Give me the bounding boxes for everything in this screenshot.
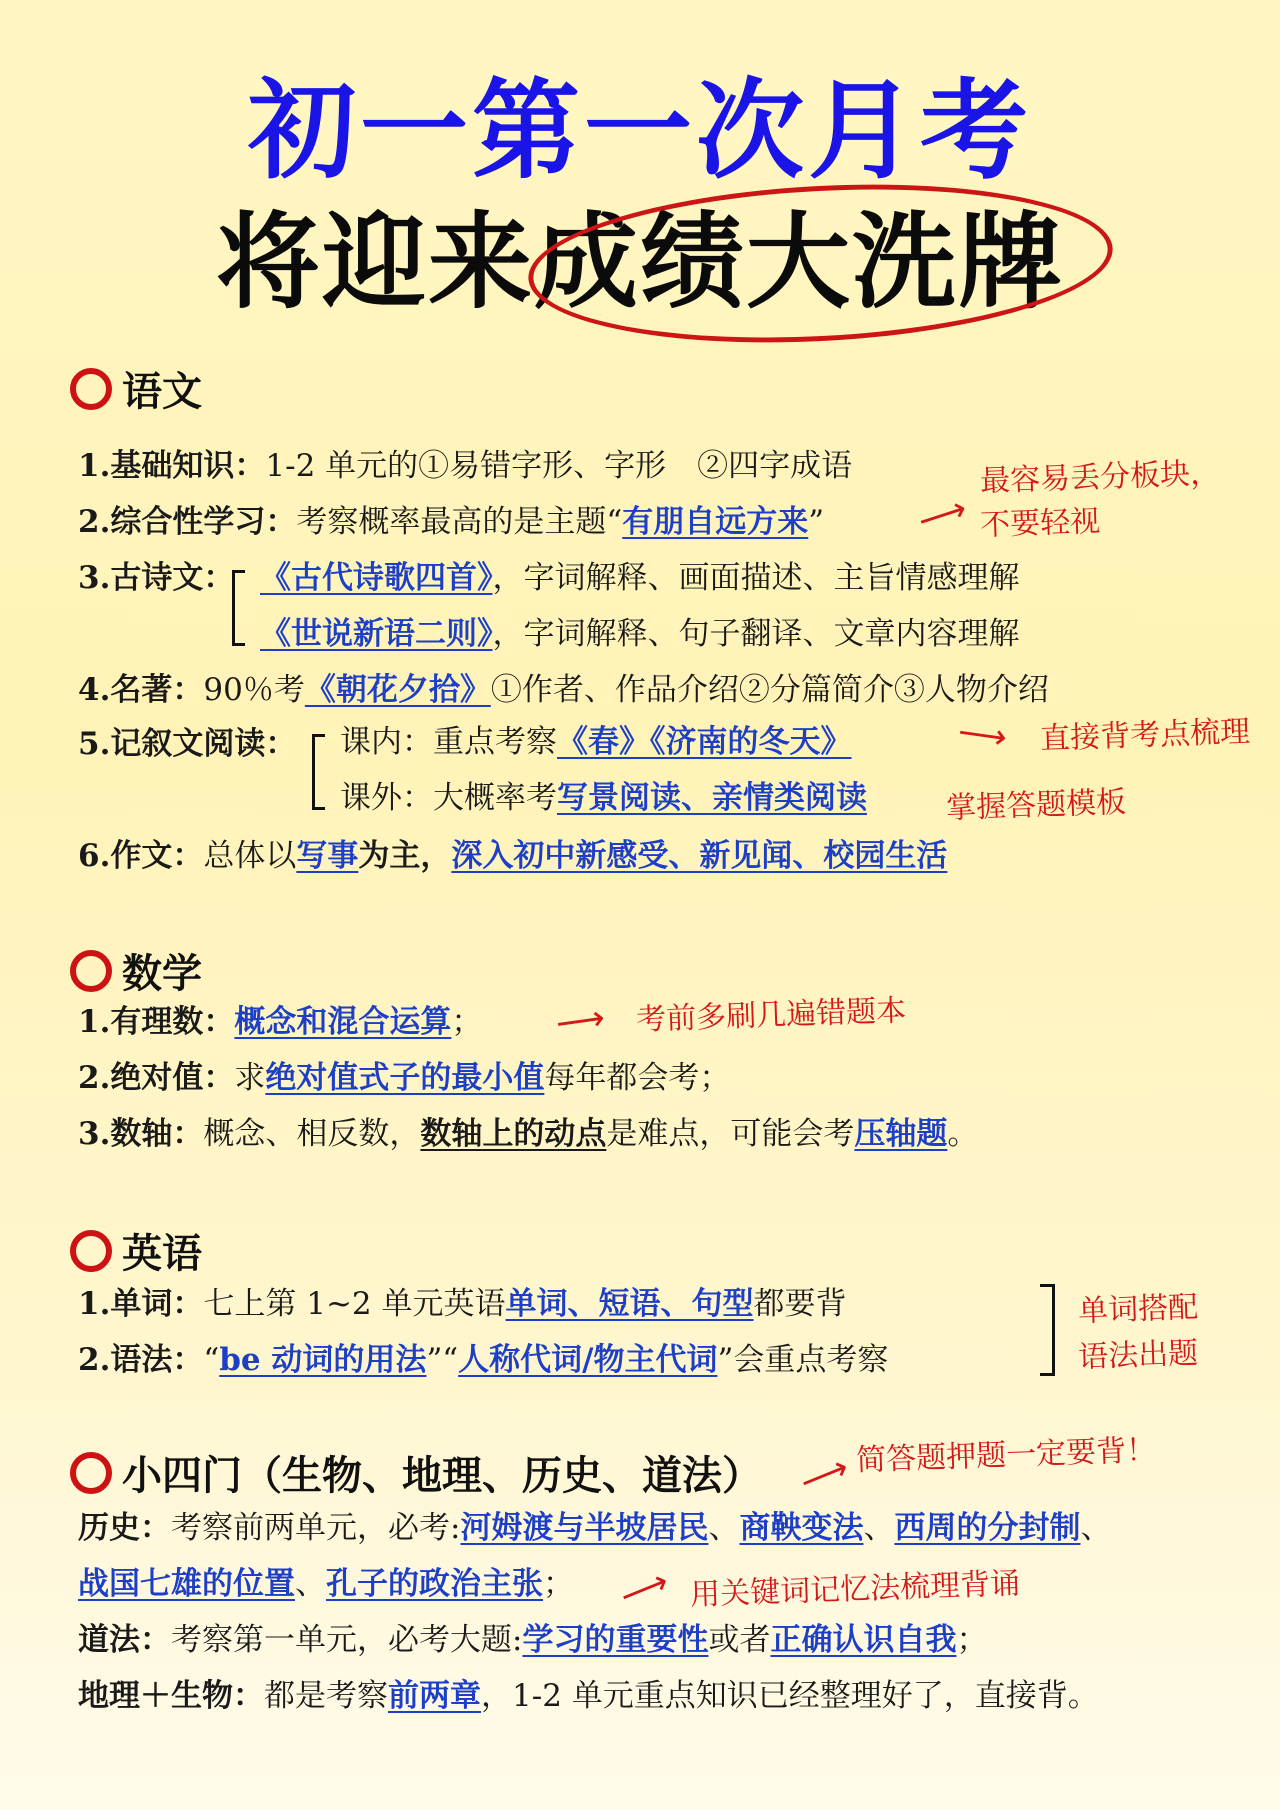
arrow-icon: ⟶	[913, 488, 972, 542]
note-word-combo: 单词搭配	[1077, 1289, 1199, 1330]
arrow-icon: ⟶	[794, 1447, 855, 1503]
daofa-line	[78, 1622, 987, 1659]
key-point: 概念和混合运算	[234, 1004, 452, 1040]
key-point: 《朝花夕拾》	[304, 672, 491, 708]
item-text: 总体以	[203, 838, 297, 874]
key-point: 有朋自远方来	[622, 504, 809, 540]
item-text: ”会重点考察	[717, 1342, 889, 1378]
history-line-2	[78, 1566, 574, 1603]
key-point: 战国七雄的位置	[78, 1566, 295, 1602]
key-point: 人称代词/物主代词	[458, 1342, 718, 1378]
key-point: 《春》《济南的冬天》	[557, 724, 852, 760]
item-text: 1-2 单元的①易错字形、字形 ②四字成语	[265, 448, 853, 484]
item-text: 是难点，可能会考	[606, 1116, 855, 1152]
key-point: 商鞅变法	[739, 1510, 864, 1546]
item-text: 七上第 1~2 单元英语	[203, 1286, 506, 1322]
item-text: 考察概率最高的是主题“	[296, 504, 623, 540]
key-point: 压轴题	[854, 1116, 948, 1152]
item-text: ；	[956, 1622, 988, 1658]
arrow-icon: ⟶	[553, 997, 608, 1045]
math-line-3	[78, 1116, 978, 1153]
note-lose-points: 最容易丢分板块，	[979, 455, 1221, 500]
chinese-line-1	[78, 448, 852, 485]
section-minor	[70, 1444, 762, 1501]
item-text: 或者	[708, 1622, 771, 1658]
circle-bullet-icon	[70, 368, 112, 410]
item-text: ；	[543, 1566, 574, 1602]
circle-bullet-icon	[70, 950, 112, 992]
item-label: 2.绝对值：	[78, 1060, 235, 1096]
item-text: 求	[234, 1060, 266, 1096]
item-label: 1.单词：	[78, 1286, 204, 1322]
chinese-line-6	[78, 838, 947, 875]
circle-bullet-icon	[70, 1452, 112, 1494]
bracket-icon	[312, 734, 325, 810]
section-english	[70, 1222, 202, 1279]
section-math	[70, 942, 202, 999]
highlight-ellipse	[524, 171, 1116, 356]
bracket-icon	[232, 570, 245, 646]
item-text: ，1-2 单元重点知识已经整理好了，直接背。	[481, 1678, 1099, 1714]
item-label: 历史：	[78, 1510, 171, 1546]
chinese-line-2	[78, 504, 824, 541]
section-chinese	[70, 360, 202, 417]
key-point: 西周的分封制	[894, 1510, 1081, 1546]
key-point: 河姆渡与半坡居民	[460, 1510, 709, 1546]
item-text: ；	[451, 1004, 483, 1040]
item-text: 都要背	[753, 1286, 847, 1322]
item-text: 课内：重点考察	[340, 724, 557, 760]
math-line-2	[78, 1060, 730, 1097]
key-point: 孔子的政治主张	[326, 1566, 543, 1602]
item-text: 都是考察	[264, 1678, 388, 1714]
item-label: 6.作文：	[78, 838, 204, 874]
item-text: 、	[1080, 1510, 1112, 1546]
key-point: 单词、短语、句型	[505, 1286, 754, 1322]
arrow-icon: ⟶	[955, 711, 1010, 759]
note-dont-ignore: 不要轻视	[979, 503, 1101, 544]
chinese-line-3a	[78, 560, 234, 597]
item-text: 、	[863, 1510, 895, 1546]
item-text: 、	[295, 1566, 326, 1602]
item-label: 1.基础知识：	[78, 448, 266, 484]
item-text: 。	[947, 1116, 979, 1152]
key-point: 写景阅读、亲情类阅读	[557, 780, 867, 816]
item-text: ①作者、作品介绍②分篇简介③人物介绍	[490, 672, 1049, 708]
key-point: 前两章	[388, 1678, 481, 1714]
section-title: 小四门（生物、地理、历史、道法）	[122, 1453, 762, 1499]
circle-bullet-icon	[70, 1230, 112, 1272]
section-title: 数学	[122, 951, 202, 997]
key-point: 《世说新语二则》	[260, 616, 493, 652]
item-text: ，字词解释、句子翻译、文章内容理解	[492, 616, 1020, 652]
item-text: 90％考	[203, 672, 305, 708]
title-line-2: 将迎来成绩大洗牌	[215, 201, 1064, 323]
key-point: 绝对值式子的最小值	[265, 1060, 545, 1096]
item-text: 概念、相反数，	[203, 1116, 421, 1152]
section-title: 语文	[122, 369, 202, 415]
item-text: ，字词解释、画面描述、主旨情感理解	[492, 560, 1020, 596]
item-label: 道法：	[78, 1622, 171, 1658]
chinese-line-5	[78, 726, 296, 763]
chinese-line-5a-content	[340, 724, 852, 761]
item-text: 课外：大概率考	[340, 780, 557, 816]
english-line-2	[78, 1342, 888, 1379]
item-text: ”	[808, 504, 825, 540]
item-label: 5.记叙文阅读：	[78, 726, 297, 762]
chinese-line-5b-content	[340, 780, 867, 817]
item-label: 3.数轴：	[78, 1116, 204, 1152]
item-text: 考察第一单元，必考大题:	[171, 1622, 523, 1658]
item-label: 3.古诗文：	[78, 560, 235, 596]
math-line-1	[78, 1004, 482, 1041]
key-point: 深入初中新感受、新见闻、校园生活	[451, 838, 948, 874]
note-memorize: 直接背考点梳理	[1039, 714, 1251, 757]
bracket-icon	[1040, 1284, 1055, 1376]
item-text: ”“	[426, 1342, 459, 1378]
note-templates: 掌握答题模板	[945, 784, 1127, 827]
key-point: 正确认识自我	[770, 1622, 957, 1658]
history-line-1	[78, 1510, 1111, 1547]
key-point: 写事	[296, 838, 359, 874]
item-label: 地理＋生物：	[78, 1678, 264, 1714]
item-label: 2.语法：	[78, 1342, 204, 1378]
note-keyword-memory: 用关键词记忆法梳理背诵	[689, 1566, 1021, 1613]
item-text: 每年都会考；	[544, 1060, 731, 1096]
item-text: 、	[708, 1510, 740, 1546]
chinese-line-4	[78, 672, 1049, 709]
note-must-memorize: 简答题押题一定要背！	[855, 1432, 1157, 1479]
key-point: be 动词的用法	[219, 1342, 427, 1378]
english-line-1	[78, 1286, 847, 1323]
note-mistakes: 考前多刷几遍错题本	[635, 993, 907, 1038]
chinese-line-3b-content	[260, 616, 1020, 653]
item-text: 为主，	[358, 838, 452, 874]
chinese-line-3a-content	[260, 560, 1020, 597]
section-title: 英语	[122, 1231, 202, 1277]
key-point: 数轴上的动点	[420, 1116, 607, 1152]
item-text: “	[203, 1342, 220, 1378]
geo-bio-line	[78, 1678, 1099, 1715]
item-label: 4.名著：	[78, 672, 204, 708]
arrow-icon: ⟶	[614, 1561, 675, 1617]
key-point: 学习的重要性	[522, 1622, 709, 1658]
title-line-1: 初一第一次月考	[247, 69, 1032, 194]
key-point: 《古代诗歌四首》	[260, 560, 493, 596]
item-text: 考察前两单元，必考:	[171, 1510, 461, 1546]
note-grammar: 语法出题	[1077, 1335, 1199, 1376]
item-label: 2.综合性学习：	[78, 504, 297, 540]
item-label: 1.有理数：	[78, 1004, 235, 1040]
